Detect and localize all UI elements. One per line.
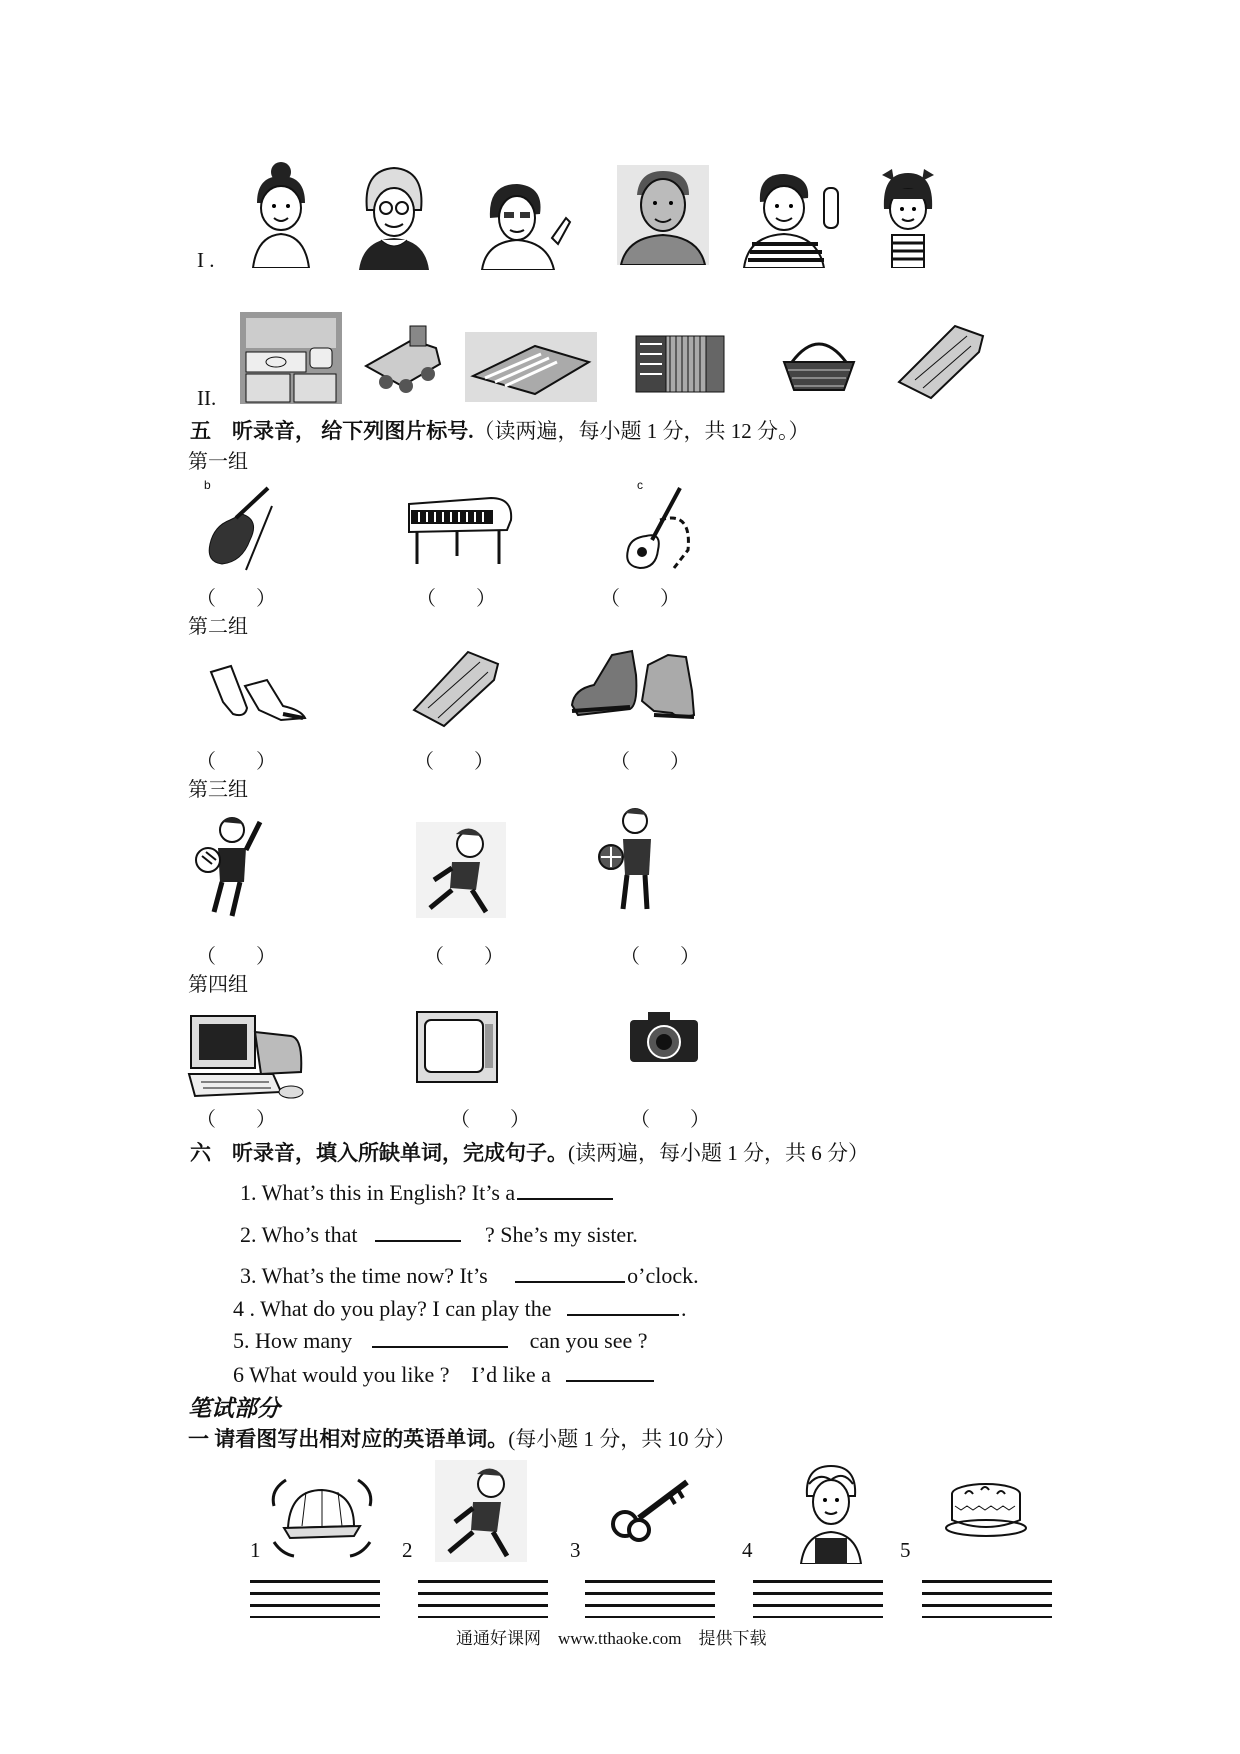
answer-paren: （ ） [416,588,496,610]
answer-paren: （ ） [196,751,276,773]
answer-blank[interactable] [567,1294,679,1316]
runner-picture [435,1460,527,1562]
question-1: 1. What’s this in English? It’s a [240,1178,615,1206]
camera-picture [628,1010,700,1066]
answer-paren: （ ） [450,1109,530,1131]
jeans-picture-2 [410,648,502,730]
answer-blank[interactable] [372,1326,508,1348]
answer-paren: （ ） [196,1109,276,1131]
kitchen-picture [240,312,342,404]
written-heading: 笔试部分 [188,1396,280,1421]
answer-paren: （ ） [424,946,504,968]
boy-waving-picture [738,168,843,268]
answer-blank[interactable] [375,1220,461,1242]
violin-picture [202,484,274,572]
row-label-1: I . [197,248,215,272]
toy-train-picture [362,320,444,394]
woman-bun-picture [247,158,315,268]
writing-lines-4[interactable] [753,1580,883,1627]
writing-lines-2[interactable] [418,1580,548,1627]
group-4-label: 第四组 [188,974,248,996]
question-6: 6 What would you like ? I’d like a [233,1358,656,1389]
girl-picture [878,165,938,268]
jeans-picture [895,322,987,402]
guitar-picture [622,480,694,572]
computer-picture [185,1012,307,1102]
answer-blank[interactable] [515,1261,625,1283]
group-2-label: 第二组 [188,616,248,638]
question-2: 2. Who’s that ? She’s my sister. [240,1222,638,1247]
picture-number-1: 1 [250,1538,261,1562]
basket-picture [778,332,860,394]
boy-soccer-picture [192,812,264,924]
section6-title: 六 听录音，填入所缺单词，完成句子。(读两遍，每小题 1 分，共 6 分） [190,1141,869,1165]
mark-c: c [637,478,643,492]
boy-portrait-picture [795,1462,867,1564]
question-4: 4 . What do you play? I can play the . [233,1296,687,1321]
tv-picture [415,1010,500,1085]
socks-picture [205,662,310,722]
writing-lines-5[interactable] [922,1580,1052,1627]
answer-paren: （ ） [610,751,690,773]
question-5: 5. How many can you see ? [233,1328,648,1353]
teacher-woman-picture [462,178,572,270]
piano-picture [405,490,515,566]
grandmother-picture [355,160,433,270]
answer-paren: （ ） [196,946,276,968]
piano-keyboard-picture [465,332,597,402]
written-q1-title: 一 请看图写出相对应的英语单词。(每小题 1 分，共 10 分） [188,1427,736,1451]
group-3-label: 第三组 [188,779,248,801]
answer-blank[interactable] [517,1178,613,1200]
accordion-picture [632,330,728,398]
picture-number-3: 3 [570,1538,581,1562]
answer-paren: （ ） [620,946,700,968]
key-picture [605,1472,697,1544]
writing-lines-3[interactable] [585,1580,715,1627]
row-label-2: II. [197,386,217,410]
picture-number-5: 5 [900,1538,911,1562]
group-1-label: 第一组 [188,451,248,473]
answer-paren: （ ） [414,751,494,773]
answer-paren: （ ） [196,588,276,610]
writing-lines-1[interactable] [250,1580,380,1627]
boy-running-picture [416,822,506,918]
answer-blank[interactable] [566,1360,654,1382]
shoes-picture [568,645,700,725]
picture-number-4: 4 [742,1538,753,1562]
mark-b: b [204,478,211,492]
question-3: 3. What’s the time now? It’s o’clock. [240,1263,699,1288]
footer-text: 通通好课网 www.tthaoke.com 提供下载 [456,1629,767,1648]
answer-paren: （ ） [630,1109,710,1131]
section5-title: 五 听录音， 给下列图片标号.（读两遍，每小题 1 分，共 12 分。） [190,419,810,443]
boy-basketball-picture [595,805,667,917]
answer-paren: （ ） [600,588,680,610]
man-picture [617,165,709,265]
picture-number-2: 2 [402,1538,413,1562]
cap-picture [268,1470,376,1558]
cake-picture [945,1478,1027,1540]
